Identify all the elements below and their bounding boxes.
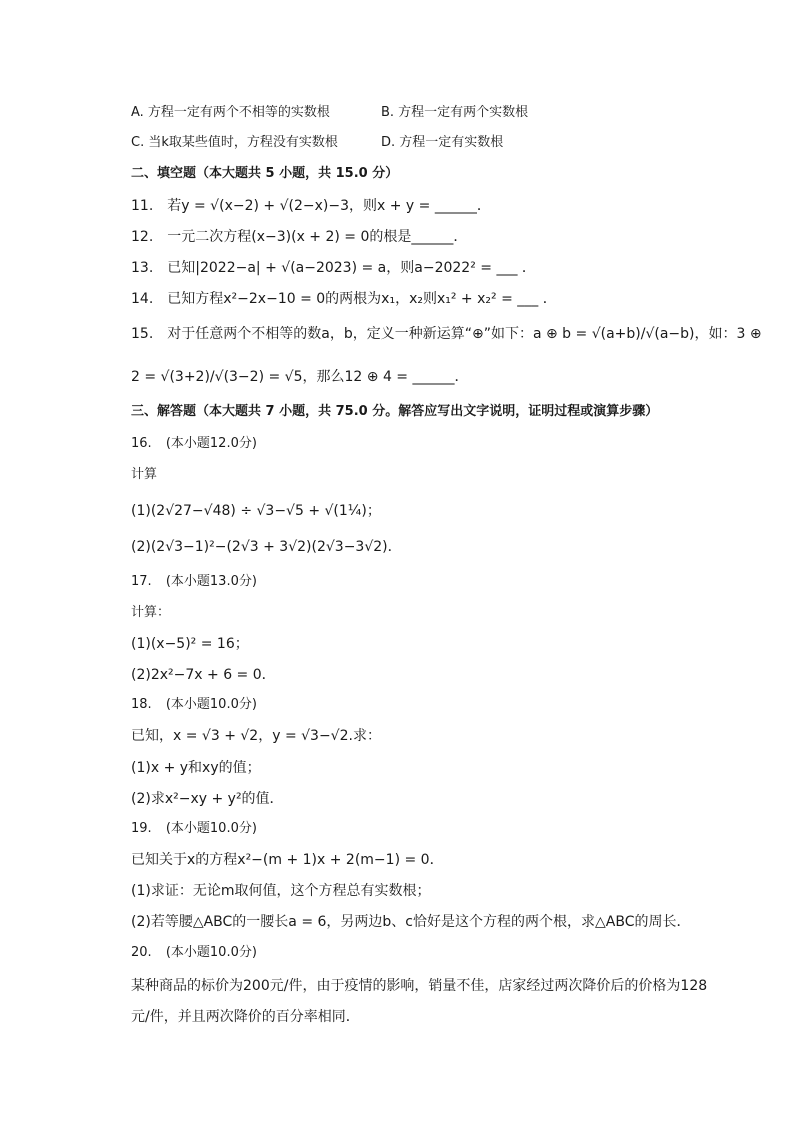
question-score: (本小题12.0分) bbox=[165, 436, 257, 451]
question-number: 14. bbox=[131, 291, 154, 307]
question-17-header bbox=[131, 573, 257, 591]
question-number: 11. bbox=[131, 198, 154, 214]
question-19-part1: (1)求证：无论m取何值，这个方程总有实数根； bbox=[131, 883, 431, 899]
question-16-intro: 计算 bbox=[131, 467, 158, 482]
question-16-part1: (1)(2√27−√48) ÷ √3−√5 + √(1¼)； bbox=[131, 503, 381, 519]
question-20-line1: 某种商品的标价为200元/件，由于疫情的影响，销量不佳，店家经过两次降价后的价格为128 bbox=[131, 978, 708, 994]
question-text: 已知方程x²−2x−10 = 0的两根为x₁，x₂则x₁² + x₂² = ___ ． bbox=[167, 291, 557, 307]
question-14 bbox=[131, 290, 557, 308]
section-heading-answer: 三、解答题（本大题共 7 小题，共 75.0 分。解答应写出文字说明，证明过程或演算步骤） bbox=[131, 404, 659, 419]
question-18-part1: (1)x + y和xy的值； bbox=[131, 760, 261, 776]
question-15-line1 bbox=[131, 325, 762, 343]
question-18-header bbox=[131, 696, 257, 714]
option-b: B. 方程一定有两个实数根 bbox=[381, 105, 529, 120]
question-18-part2: (2)求x²−xy + y²的值． bbox=[131, 791, 284, 807]
question-17-intro: 计算： bbox=[131, 605, 171, 620]
question-17-part2: (2)2x²−7x + 6 = 0． bbox=[131, 667, 276, 683]
question-20-header bbox=[131, 944, 257, 962]
option-a: A. 方程一定有两个不相等的实数根 bbox=[131, 105, 330, 120]
question-number: 15. bbox=[131, 326, 154, 342]
option-c: C. 当k取某些值时，方程没有实数根 bbox=[131, 135, 338, 150]
question-score: (本小题10.0分) bbox=[165, 697, 257, 712]
question-19-header bbox=[131, 820, 257, 838]
question-number: 20. bbox=[131, 945, 152, 960]
question-17-part1: (1)(x−5)² = 16； bbox=[131, 636, 249, 652]
question-score: (本小题10.0分) bbox=[165, 821, 257, 836]
question-18-intro: 已知，x = √3 + √2，y = √3−√2.求： bbox=[131, 728, 381, 744]
question-number: 18. bbox=[131, 697, 152, 712]
question-16-header bbox=[131, 435, 257, 453]
question-score: (本小题10.0分) bbox=[165, 945, 257, 960]
question-number: 12. bbox=[131, 229, 154, 245]
question-score: (本小题13.0分) bbox=[165, 574, 257, 589]
question-number: 19. bbox=[131, 821, 152, 836]
question-11 bbox=[131, 197, 491, 215]
section-heading-fill-in: 二、填空题（本大题共 5 小题，共 15.0 分） bbox=[131, 166, 399, 181]
question-16-part2: (2)(2√3−1)²−(2√3 + 3√2)(2√3−3√2)． bbox=[131, 539, 402, 555]
option-d: D. 方程一定有实数根 bbox=[381, 135, 504, 150]
question-text: 若y = √(x−2) + √(2−x)−3，则x + y = ______． bbox=[167, 198, 491, 214]
question-15-line2: 2 = √(3+2)/√(3−2) = √5，那么12 ⊕ 4 = ______． bbox=[131, 369, 469, 385]
question-text: 对于任意两个不相等的数a，b，定义一种新运算“⊕”如下：a ⊕ b = √(a+b)/√(a−b)，如：3 ⊕ bbox=[167, 326, 762, 342]
question-text: 一元二次方程(x−3)(x + 2) = 0的根是______． bbox=[167, 229, 468, 245]
question-19-part2: (2)若等腰△ABC的一腰长a = 6，另两边b、c恰好是这个方程的两个根，求△ABC的周长． bbox=[131, 914, 691, 930]
question-19-intro: 已知关于x的方程x²−(m + 1)x + 2(m−1) = 0． bbox=[131, 852, 444, 868]
question-12 bbox=[131, 228, 467, 246]
question-number: 13. bbox=[131, 260, 154, 276]
question-20-line2: 元/件，并且两次降价的百分率相同． bbox=[131, 1009, 360, 1025]
question-number: 17. bbox=[131, 574, 152, 589]
question-13 bbox=[131, 259, 536, 277]
question-number: 16. bbox=[131, 436, 152, 451]
question-text: 已知|2022−a| + √(a−2023) = a，则a−2022² = ___ ． bbox=[167, 260, 536, 276]
